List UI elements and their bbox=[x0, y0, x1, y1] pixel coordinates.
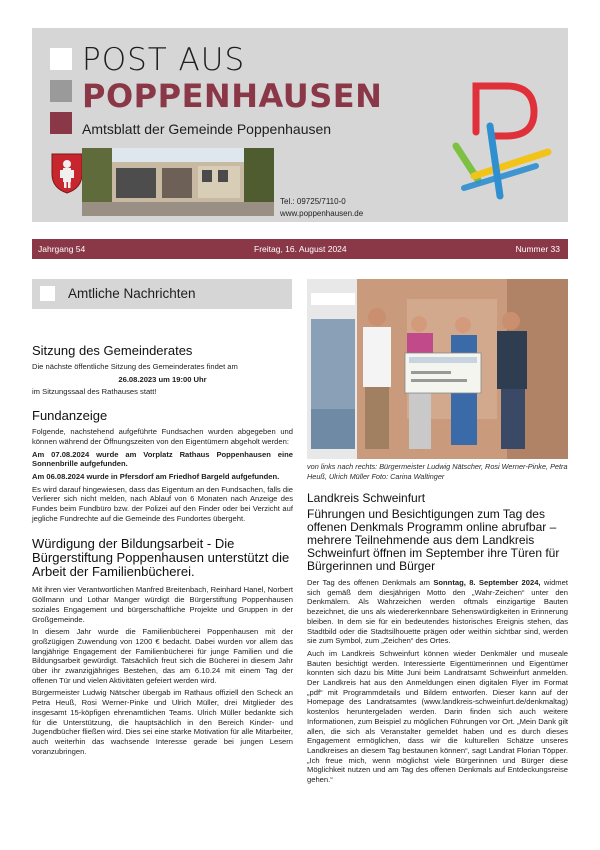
issue-number: Nummer 33 bbox=[515, 244, 560, 254]
found-item-cash: Am 06.08.2024 wurde in Pfersdorf am Friedhof Bargeld aufgefunden. bbox=[32, 471, 280, 481]
library-paragraph-2: In diesem Jahr wurde die Familienbücherei Poppenhausen mit der großzügigen Zuwendung von 1200 € bedacht. Dabei wurden vor allem das langjährige Engagement der Familienbücherei für junge Familien und die Bildungsarbeit gewürdigt. Tatsächlich freut sich die Bücherei in diesem Jahr über ihr zwanzigjähriges Bestehen, das am 6.10.24 mit einem Tag der offenen Tür und vielen Aktivitäten gefeiert werden wird. bbox=[32, 627, 293, 685]
denkmal-paragraph-1 bbox=[307, 578, 568, 646]
issue-date: Freitag, 16. August 2024 bbox=[254, 244, 347, 254]
masthead-subtitle: Amtsblatt der Gemeinde Poppenhausen bbox=[82, 121, 332, 137]
denkmal-body bbox=[307, 578, 568, 788]
library-paragraph-3: Bürgermeister Ludwig Nätscher übergab im Rathaus offiziell den Scheck an Petra Heuß, Rosi Werner-Pinke und Ulrich Müller, drei Mitglieder des insgesamt 15-köpfigen ehrenamtlichen Teams. Ulrich Müller bedankte sich für die Unterstützung, die hauptsächlich in den Bereich Kinder- und Jugendbücher fließen wird. Dies sei eine starke Motivation für alle Mitarbeiter, auch weiterhin das wachsende Interesse gerade bei jungen Lesern voranzubringen. bbox=[32, 688, 293, 756]
issue-info-bar bbox=[32, 239, 568, 259]
left-column bbox=[32, 344, 293, 759]
denkmal-heading-block bbox=[307, 492, 568, 576]
photo-caption: von links nach rechts: Bürgermeister Ludwig Nätscher, Rosi Werner-Pinke, Petra Heuß, Ulrich Müller Foto: Carina Waltinger bbox=[307, 462, 568, 481]
found-note: Es wird darauf hingewiesen, dass das Eigentum an den Fundsachen, falls die Verlierer sich nicht melden, nach Ablauf von 6 Monaten nach Anzeige des Fundes beim Fundbüro bzw. der Polizei auf den Finder oder bei Verzicht auf jegliche Fundrechte auf die Gemeinde des Fundortes übergeht. bbox=[32, 484, 293, 523]
section-title: Amtliche Nachrichten bbox=[68, 286, 196, 301]
denkmal-heading: Landkreis Schweinfurt bbox=[307, 491, 426, 505]
denkmal-subheading: Führungen und Besichtigungen zum Tag des offenen Denkmals Programm online abrufbar – mehrere Teilnehmende aus dem Landkreis Schweinfurt öffnen im September ihre Türen für Bürgerinnen und Bürger bbox=[307, 507, 560, 573]
masthead bbox=[32, 28, 568, 222]
council-text: Die nächste öffentliche Sitzung des Gemeinderates findet am bbox=[32, 362, 238, 371]
council-date-time: 26.08.2023 um 19:00 Uhr bbox=[118, 374, 207, 384]
denkmal-paragraph-1a: Der Tag des offenen Denkmals am bbox=[307, 578, 430, 587]
town-hall-photo bbox=[82, 148, 274, 216]
found-item-sunglasses: Am 07.08.2024 wurde am Vorplatz Rathaus Poppenhausen eine Sonnenbrille aufgefunden. bbox=[32, 449, 293, 469]
denkmal-paragraph-1b: widmet sich gemäß dem diesjährigen Motto den „Wahr-Zeichen“ unter den Denkmälern. Als Wahrzeichen werden oftmals einzigartige Bauten bezeichnet, die uns als wiedererkennbare Sehenswürdigkeiten in Erinnerung bleiben. In dem sie für ein bedeutendes historisches Ereignis stehen, das Stadtbild oder die Stadtsilhouette prägen oder weithin sichtbar sind, werden sie zum Symbol, zum „Zeichen“ des Ortes. bbox=[307, 578, 568, 646]
coat-of-arms-icon bbox=[50, 152, 84, 194]
cheque-handover-photo bbox=[307, 279, 568, 459]
masthead-square-gray bbox=[50, 80, 72, 102]
section-header-square bbox=[40, 286, 55, 301]
denkmal-paragraph-2: Auch im Landkreis Schweinfurt können wieder Denkmäler und museale Bauten besichtigt werden. Interessierte Eigentümerinnen und Eigentümer konnten sich dazu bis Mitte Juni beim Landratsamt Schweinfurt anmelden. Der Landkreis hat aus den Anmeldungen einen digitalen Flyer im Format „pdf“ mit Programmdetails und Bildern entworfen. Dieser kann auf der Homepage des Landratsamtes (www.landkreis-schweinfurt.de/denkmaltag) kostenlos heruntergeladen werden. Darin finden sich auch weitere Informationen, zum Beispiel zu möglichen Führungen vor Ort. „Mein Dank gilt allen, die sich als Veranstalter gemeldet haben und es durch dieses Engagement ermöglichen, dass wir die kulturellen Schätze unseres Landkreises an diesem Tag bestaunen können“, sagt Landrat Florian Töpper. „Ich freue mich, wenn möglichst viele Bürgerinnen und Bürger diese Möglichkeit nutzen und am Tag des offenen Denkmals auf Entdeckungsreise gehen.“ bbox=[307, 648, 568, 785]
contact-info bbox=[280, 196, 363, 220]
council-text-2: im Sitzungssaal des Rathauses statt! bbox=[32, 387, 157, 397]
denkmal-date: Sonntag, 8. September 2024, bbox=[433, 578, 541, 587]
section-header bbox=[32, 279, 292, 309]
library-paragraph-1: Mit ihren vier Verantwortlichen Manfred Breitenbach, Reinhard Hanel, Norbert Göllmann und Lothar Manger würdigt die Bürgerstiftung Poppenhausen soziales Engagement und bürgerschaftliche Projekte und Gruppen in der Großgemeinde. bbox=[32, 585, 293, 624]
masthead-title-line1: POST AUS bbox=[82, 42, 246, 78]
found-heading: Fundanzeige bbox=[32, 408, 108, 424]
masthead-square-white bbox=[50, 48, 72, 70]
library-heading: Würdigung der Bildungsarbeit - Die Bürgerstiftung Poppenhausen unterstützt die Arbeit der Familienbücherei. bbox=[32, 536, 290, 580]
council-heading: Sitzung des Gemeinderates bbox=[32, 343, 193, 358]
issue-volume: Jahrgang 54 bbox=[38, 244, 86, 254]
phone-number: Tel.: 09725/7110-0 bbox=[280, 197, 346, 206]
poppenhausen-logo-icon bbox=[442, 68, 562, 218]
masthead-title-line2: POPPENHAUSEN bbox=[82, 77, 383, 115]
website-link[interactable]: www.poppenhausen.de bbox=[280, 209, 364, 218]
masthead-square-accent bbox=[50, 112, 72, 134]
found-intro: Folgende, nachstehend aufgeführte Fundsachen wurden abgegeben und können während der Öffnungszeiten von den Eigentümern abgeholt werden: bbox=[32, 427, 293, 446]
